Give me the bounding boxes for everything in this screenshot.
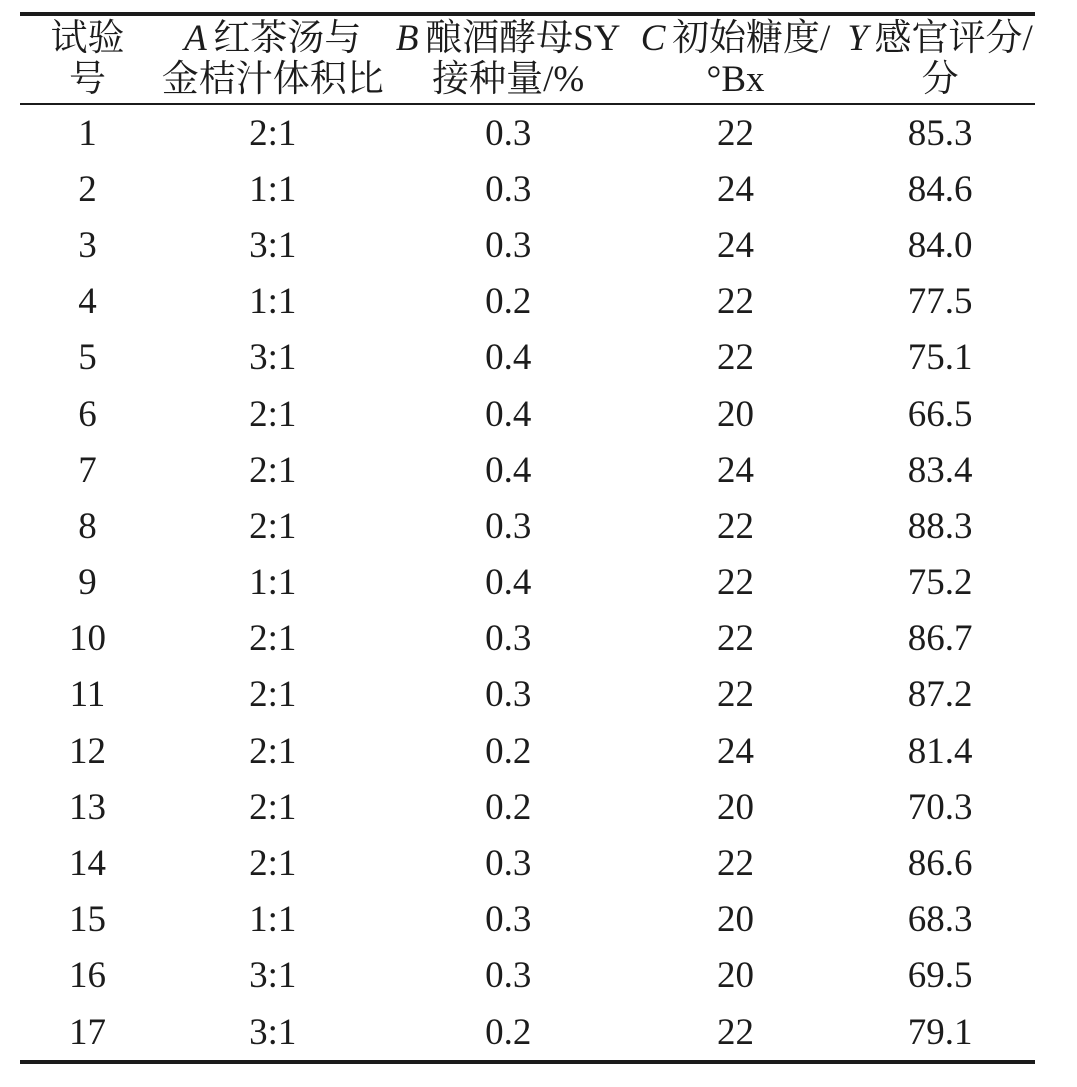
initial-sugar-cell: 24 xyxy=(717,449,755,491)
initial-sugar-cell: 20 xyxy=(717,393,755,435)
initial-sugar-cell: 24 xyxy=(717,730,755,772)
initial-sugar-cell: 22 xyxy=(717,618,755,660)
initial-sugar-cell: 22 xyxy=(717,337,755,379)
initial-sugar-cell: 20 xyxy=(717,786,755,828)
table-row xyxy=(20,948,1035,1004)
initial-sugar-cell: 22 xyxy=(717,562,755,604)
initial-sugar-cell: 24 xyxy=(717,224,755,266)
yeast-inoculation-cell: 0.3 xyxy=(485,224,532,266)
yeast-inoculation-cell: 0.3 xyxy=(485,843,532,885)
yeast-inoculation-cell: 0.3 xyxy=(485,618,532,660)
header-line2: 接种量/% xyxy=(432,59,585,100)
col-header-sensory-score xyxy=(845,14,1035,104)
sensory-score-cell: 68.3 xyxy=(907,899,973,941)
tea-juice-ratio-cell: 2:1 xyxy=(249,112,297,154)
trial-number-cell: 7 xyxy=(78,449,97,491)
sensory-score-cell: 87.2 xyxy=(907,674,973,716)
sensory-score-cell: 88.3 xyxy=(907,505,973,547)
sensory-score-cell: 86.7 xyxy=(907,618,973,660)
tea-juice-ratio-cell: 2:1 xyxy=(249,449,297,491)
tea-juice-ratio-cell: 2:1 xyxy=(249,505,297,547)
tea-juice-ratio-cell: 3:1 xyxy=(249,337,297,379)
table-row xyxy=(20,274,1035,330)
initial-sugar-cell: 22 xyxy=(717,281,755,323)
header-line1: 初始糖度/ xyxy=(672,18,831,59)
trial-number-cell: 10 xyxy=(68,618,106,660)
tea-juice-ratio-cell: 3:1 xyxy=(249,1011,297,1053)
sensory-score-cell: 75.2 xyxy=(907,562,973,604)
header-line2: 分 xyxy=(921,59,959,100)
table-row xyxy=(20,611,1035,667)
table-row xyxy=(20,498,1035,554)
yeast-inoculation-cell: 0.3 xyxy=(485,674,532,716)
initial-sugar-cell: 22 xyxy=(717,112,755,154)
table-row xyxy=(20,892,1035,948)
trial-number-cell: 17 xyxy=(68,1011,106,1053)
initial-sugar-cell: 22 xyxy=(717,843,755,885)
sensory-score-cell: 81.4 xyxy=(907,730,973,772)
header-line1: 感官评分/ xyxy=(874,18,1033,59)
yeast-inoculation-cell: 0.2 xyxy=(485,730,532,772)
trial-number-cell: 9 xyxy=(78,562,97,604)
initial-sugar-cell: 20 xyxy=(717,955,755,997)
trial-number-cell: 15 xyxy=(68,899,106,941)
yeast-inoculation-cell: 0.3 xyxy=(485,112,532,154)
trial-number-cell: 13 xyxy=(68,786,106,828)
header-line1: 酿酒酵母SY xyxy=(425,18,621,59)
trial-number-cell: 5 xyxy=(78,337,97,379)
experiment-results-table xyxy=(20,12,1035,1064)
initial-sugar-cell: 22 xyxy=(717,1011,755,1053)
initial-sugar-cell: 22 xyxy=(717,505,755,547)
table-row xyxy=(20,442,1035,498)
sensory-score-cell: 69.5 xyxy=(907,955,973,997)
trial-number-cell: 2 xyxy=(78,168,97,210)
sensory-score-cell: 86.6 xyxy=(907,843,973,885)
sensory-score-cell: 84.6 xyxy=(907,168,973,210)
variable-symbol-a: A xyxy=(184,18,207,59)
table-row xyxy=(20,161,1035,217)
yeast-inoculation-cell: 0.3 xyxy=(485,168,532,210)
table-row xyxy=(20,386,1035,442)
table-row xyxy=(20,217,1035,273)
sensory-score-cell: 70.3 xyxy=(907,786,973,828)
tea-juice-ratio-cell: 1:1 xyxy=(249,562,297,604)
trial-number-cell: 12 xyxy=(68,730,106,772)
yeast-inoculation-cell: 0.3 xyxy=(485,955,532,997)
col-header-trial-number xyxy=(20,14,155,104)
yeast-inoculation-cell: 0.4 xyxy=(485,337,532,379)
trial-number-cell: 16 xyxy=(68,955,106,997)
initial-sugar-cell: 22 xyxy=(717,674,755,716)
variable-symbol-y: Y xyxy=(847,18,868,59)
trial-number-cell: 6 xyxy=(78,393,97,435)
header-row xyxy=(20,14,1035,104)
yeast-inoculation-cell: 0.4 xyxy=(485,449,532,491)
header-line2: °Bx xyxy=(706,59,765,100)
initial-sugar-cell: 24 xyxy=(717,168,755,210)
sensory-score-cell: 66.5 xyxy=(907,393,973,435)
tea-juice-ratio-cell: 1:1 xyxy=(249,899,297,941)
tea-juice-ratio-cell: 3:1 xyxy=(249,224,297,266)
table-row xyxy=(20,835,1035,891)
trial-number-cell: 11 xyxy=(69,674,106,716)
header-line1: 红茶汤与 xyxy=(213,18,362,59)
sensory-score-cell: 85.3 xyxy=(907,112,973,154)
col-header-initial-sugar xyxy=(626,14,845,104)
yeast-inoculation-cell: 0.4 xyxy=(485,393,532,435)
yeast-inoculation-cell: 0.3 xyxy=(485,899,532,941)
tea-juice-ratio-cell: 2:1 xyxy=(249,786,297,828)
table-row xyxy=(20,330,1035,386)
variable-symbol-c: C xyxy=(640,18,666,59)
tea-juice-ratio-cell: 2:1 xyxy=(249,843,297,885)
header-line2: 号 xyxy=(68,59,106,100)
sensory-score-cell: 77.5 xyxy=(907,281,973,323)
table-row xyxy=(20,779,1035,835)
initial-sugar-cell: 20 xyxy=(717,899,755,941)
sensory-score-cell: 84.0 xyxy=(907,224,973,266)
table-row xyxy=(20,667,1035,723)
tea-juice-ratio-cell: 2:1 xyxy=(249,730,297,772)
table-row xyxy=(20,555,1035,611)
table-row xyxy=(20,1004,1035,1062)
tea-juice-ratio-cell: 1:1 xyxy=(249,281,297,323)
header-line2: 金桔汁体积比 xyxy=(161,59,384,100)
tea-juice-ratio-cell: 3:1 xyxy=(249,955,297,997)
tea-juice-ratio-cell: 1:1 xyxy=(249,168,297,210)
table-body xyxy=(20,104,1035,1062)
col-header-yeast-inoculation xyxy=(390,14,625,104)
yeast-inoculation-cell: 0.2 xyxy=(485,281,532,323)
sensory-score-cell: 79.1 xyxy=(907,1011,973,1053)
yeast-inoculation-cell: 0.2 xyxy=(485,1011,532,1053)
table-row xyxy=(20,723,1035,779)
tea-juice-ratio-cell: 2:1 xyxy=(249,674,297,716)
trial-number-cell: 8 xyxy=(78,505,97,547)
table-row xyxy=(20,104,1035,161)
sensory-score-cell: 83.4 xyxy=(907,449,973,491)
trial-number-cell: 4 xyxy=(78,281,97,323)
trial-number-cell: 14 xyxy=(68,843,106,885)
tea-juice-ratio-cell: 2:1 xyxy=(249,618,297,660)
variable-symbol-b: B xyxy=(395,18,419,59)
yeast-inoculation-cell: 0.4 xyxy=(485,562,532,604)
yeast-inoculation-cell: 0.2 xyxy=(485,786,532,828)
yeast-inoculation-cell: 0.3 xyxy=(485,505,532,547)
trial-number-cell: 3 xyxy=(78,224,97,266)
sensory-score-cell: 75.1 xyxy=(907,337,973,379)
table-header xyxy=(20,14,1035,104)
tea-juice-ratio-cell: 2:1 xyxy=(249,393,297,435)
trial-number-cell: 1 xyxy=(78,112,97,154)
header-line1: 试验 xyxy=(50,18,125,59)
col-header-tea-juice-ratio xyxy=(155,14,390,104)
